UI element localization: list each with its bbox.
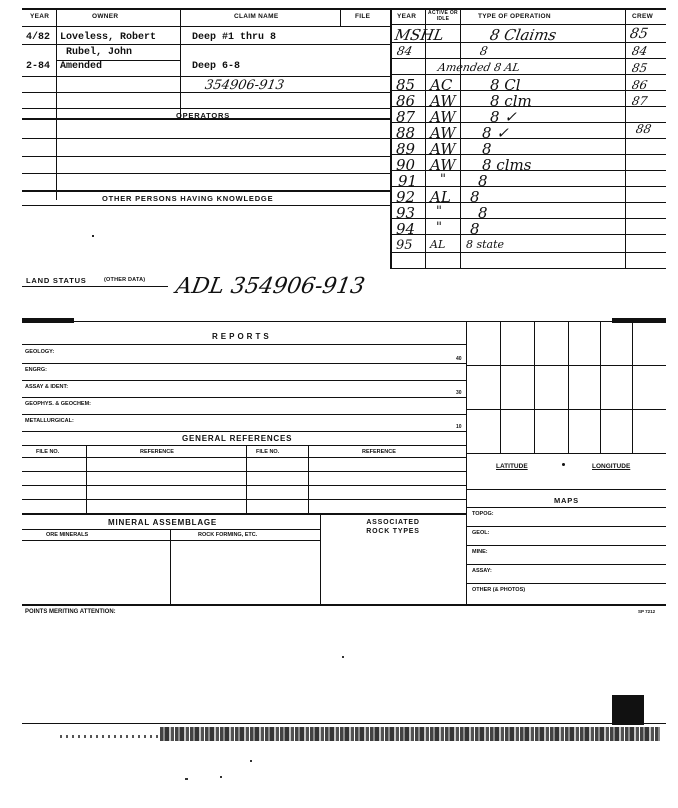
gr-file-no-2: FILE NO. [256,449,280,455]
row-rule [22,397,466,398]
claim-name: Deep #1 thru 8 [192,32,277,43]
ore-minerals-label: ORE MINERALS [46,532,89,538]
activity-year: 84 [395,44,414,58]
gr-file-no: FILE NO. [36,449,60,455]
activity-active: AW [430,140,456,158]
mineral-assemblage-title: MINERAL ASSEMBLAGE [108,518,218,527]
row-rule [22,76,390,77]
col-divider [246,445,247,513]
header-year-2: YEAR [397,13,417,20]
scan-streak [60,735,160,738]
activity-type: 8 clms [482,156,532,174]
map-row-geol: GEOL: [472,530,490,536]
map-row-assay: ASSAY: [472,568,492,574]
other-persons-label: OTHER PERSONS HAVING KNOWLEDGE [102,194,274,203]
report-num: 10 [456,424,462,430]
activity-active: AL [430,238,446,251]
row-rule [22,190,390,192]
longitude-label: LONGITUDE [592,463,631,470]
row-rule [390,234,666,235]
activity-active: AW [430,156,456,174]
owner-name: Loveless, Robert [60,32,157,43]
activity-active: AW [430,92,456,110]
activity-type: 8 [470,188,480,206]
land-status-label: LAND STATUS [26,276,87,285]
form-code: SP 7212 [638,609,656,614]
col-divider [466,321,467,604]
row-rule [22,529,320,530]
row-rule [390,58,666,59]
activity-year: 93 [396,204,416,222]
grid-line [600,321,601,453]
report-label-assay: ASSAY & IDENT: [25,384,69,390]
scan-streak [160,727,660,741]
row-rule [22,513,466,515]
row-rule [22,156,390,157]
activity-type: 8 [478,44,489,58]
header-year: YEAR [30,13,50,20]
activity-year: 86 [396,92,416,110]
header-owner: OWNER [92,13,119,20]
activity-year: 91 [398,172,418,190]
speck [92,235,94,237]
activity-crew: 85 [630,61,649,75]
grid-line [466,453,666,454]
latitude-label: LATITUDE [496,463,528,470]
top-rule [22,8,666,10]
degree-dot [562,463,565,466]
col-divider [56,8,57,200]
activity-year: 89 [396,140,416,158]
header-type-of-operation: TYPE OF OPERATION [478,13,551,20]
activity-year: MSHL [393,26,446,44]
row-rule [22,363,466,364]
map-row-mine: MINE: [472,549,488,555]
row-rule [390,268,666,269]
activity-crew: 84 [630,44,649,58]
activity-year: 88 [396,124,416,142]
scan-block [612,695,644,725]
row-rule [22,431,466,432]
report-num: 40 [456,356,462,362]
row-rule [466,489,666,490]
grid-line [500,321,501,453]
activity-type: 8 [478,172,488,190]
grid-line [534,321,535,453]
activity-type: 8 [482,140,492,158]
activity-type: 8 ✓ [482,124,509,142]
owner-name: Rubel, John [66,47,133,58]
activity-active: AW [430,124,456,142]
general-references-title: GENERAL REFERENCES [182,434,293,443]
report-label-geophys: GEOPHYS. & GEOCHEM: [25,401,92,407]
row-rule [22,108,390,109]
owner-handwritten-adl: 354906-913 [203,78,286,93]
row-rule [466,583,666,584]
col-divider [180,8,181,118]
report-label-engrg: ENGRG: [25,367,47,373]
speck [185,778,188,780]
row-rule [22,138,390,139]
activity-active: " [436,220,442,235]
header-claim-name: CLAIM NAME [234,13,279,20]
activity-active: AL [430,188,451,206]
header-rule-left [22,26,390,27]
speck [342,656,344,658]
report-label-metallurgical: METALLURGICAL: [25,418,74,424]
activity-type: 8 [470,220,480,238]
map-row-topog: TOPOG: [472,511,494,517]
row-rule [22,344,466,345]
operators-label: OPERATORS [176,111,231,120]
speck [220,776,222,778]
reports-top-rule [22,321,666,322]
grid-line [466,365,666,366]
header-active-idle: ACTIVE OR IDLE [428,10,458,22]
row-rule [466,545,666,546]
row-rule [22,44,390,45]
map-row-other: OTHER (& PHOTOS) [472,587,526,593]
col-divider [308,445,309,513]
row-rule [466,507,666,508]
activity-year: 85 [396,76,416,94]
row-rule [22,414,466,415]
activity-active: AW [430,108,456,126]
grid-line [466,409,666,410]
gr-reference-2: REFERENCE [362,449,396,455]
row-rule [22,380,466,381]
col-divider [320,513,321,604]
activity-year: 95 [396,238,413,253]
activity-year: 87 [396,108,416,126]
activity-type: 8 Cl [490,76,521,94]
maps-title: MAPS [554,496,579,505]
speck [250,760,252,762]
activity-year: 94 [396,220,416,238]
activity-active: " [436,204,442,219]
row-rule [22,485,466,486]
report-label-geology: GEOLOGY: [25,349,55,355]
activity-type: 8 ✓ [490,108,517,126]
col-divider [170,529,171,604]
row-rule [22,173,390,174]
grid-line [568,321,569,453]
bottom-rule [22,604,666,606]
row-rule [390,74,666,75]
activity-crew: 87 [630,94,649,108]
header-file: FILE [355,13,371,20]
land-status-underline [22,286,168,287]
row-rule [22,471,466,472]
activity-active: " [440,172,446,187]
row-rule [22,445,466,446]
land-status-sub: (OTHER DATA) [104,277,146,283]
claim-name: Deep 6-8 [192,61,241,72]
activity-type: 8 state [466,238,505,251]
owner-name: Amended [60,61,103,72]
row-rule [466,564,666,565]
owner-year: 4/82 [26,32,51,43]
activity-type: 8 Claims [488,26,558,44]
activity-year: 90 [396,156,416,174]
row-rule [390,218,666,219]
activity-type: Amended 8 AL [436,61,521,74]
row-rule [22,499,466,500]
col-divider [86,445,87,513]
points-meriting-attention: POINTS MERITING ATTENTION: [25,609,116,615]
reports-title: REPORTS [212,332,272,341]
activity-crew: 86 [630,78,649,92]
row-rule [390,252,666,253]
activity-crew: 88 [634,122,653,136]
activity-year: 92 [396,188,416,206]
gr-reference: REFERENCE [140,449,174,455]
rock-forming-label: ROCK FORMING, ETC. [198,532,258,538]
grid-line [632,321,633,453]
activity-active: AC [430,76,453,94]
land-status-value: ADL 354906-913 [173,274,367,299]
row-rule [22,205,390,206]
header-crew: CREW [632,13,654,20]
activity-type: 8 clm [490,92,532,110]
row-rule [466,526,666,527]
row-rule [22,457,466,458]
scan-line [22,723,666,724]
row-rule [390,186,666,187]
report-num: 30 [456,390,462,396]
row-rule [22,540,320,541]
col-divider [340,8,341,26]
associated-rock-types-label: ASSOCIATED ROCK TYPES [366,519,420,535]
activity-crew: 85 [628,26,650,42]
activity-type: 8 [478,204,488,222]
owner-year: 2-84 [26,61,51,72]
